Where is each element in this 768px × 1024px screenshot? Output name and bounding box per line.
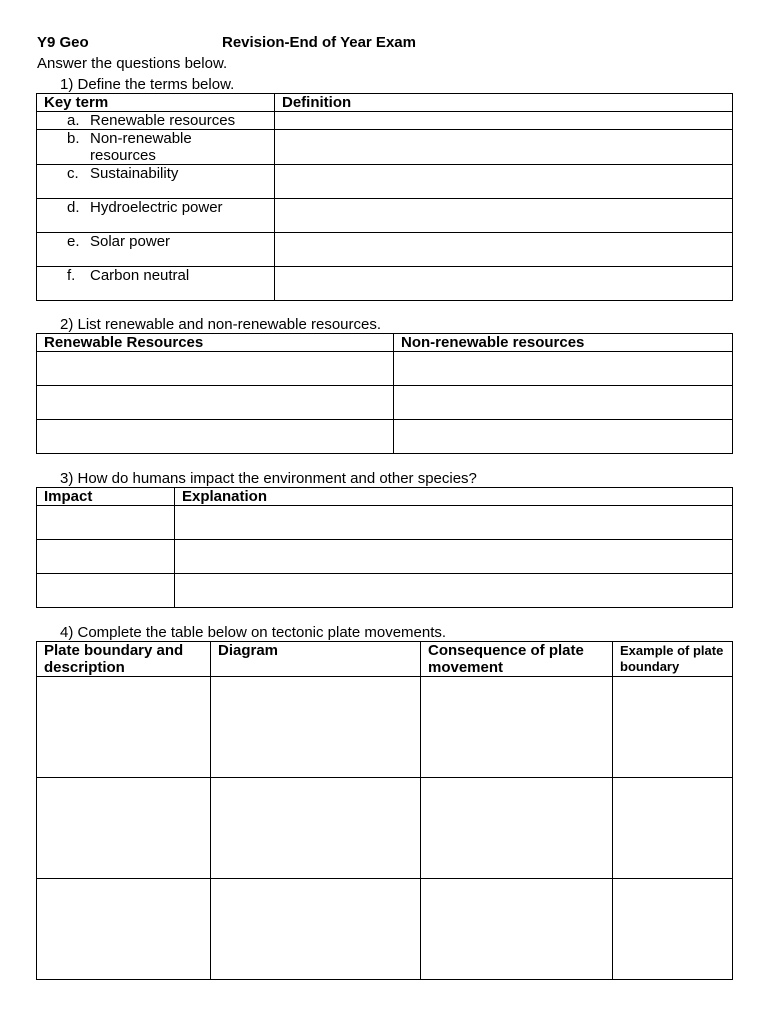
key-term-cell — [37, 233, 275, 267]
table-row — [37, 386, 733, 420]
key-term-cell — [37, 130, 275, 165]
non-renewable-answer-cell[interactable] — [394, 386, 733, 420]
table-row — [37, 420, 733, 454]
consequence-header: Consequence of plate movement — [421, 642, 613, 677]
subject-label: Y9 Geo — [37, 34, 89, 51]
table-row — [37, 267, 733, 301]
table-row — [37, 352, 733, 386]
renewable-answer-cell[interactable] — [37, 420, 394, 454]
consequence-answer-cell[interactable] — [421, 677, 613, 778]
diagram-answer-cell[interactable] — [211, 879, 421, 980]
definition-answer-cell[interactable] — [275, 267, 733, 301]
key-term-header: Key term — [37, 94, 275, 112]
impact-answer-cell[interactable] — [37, 540, 175, 574]
resources-table — [36, 333, 733, 454]
question-1-prompt: 1) Define the terms below. — [60, 76, 235, 93]
diagram-answer-cell[interactable] — [211, 778, 421, 879]
diagram-header: Diagram — [211, 642, 421, 677]
term-letter: f. — [67, 267, 76, 284]
definition-answer-cell[interactable] — [275, 165, 733, 199]
term-letter: e. — [67, 233, 80, 250]
question-2-prompt: 2) List renewable and non-renewable resources. — [60, 316, 382, 333]
table-row — [37, 677, 733, 778]
impact-answer-cell[interactable] — [37, 574, 175, 608]
term-text: Solar power — [90, 233, 171, 250]
table-row — [37, 574, 733, 608]
table-row — [37, 879, 733, 980]
table-row — [37, 778, 733, 879]
term-letter: a. — [67, 112, 80, 129]
term-letter: b. — [67, 130, 80, 147]
key-terms-table — [36, 93, 733, 301]
impact-table — [36, 487, 733, 608]
renewable-answer-cell[interactable] — [37, 352, 394, 386]
key-term-cell — [37, 112, 275, 130]
definition-answer-cell[interactable] — [275, 112, 733, 130]
non-renewable-header: Non-renewable resources — [394, 334, 733, 352]
plate-boundary-header: Plate boundary and description — [37, 642, 211, 677]
definition-answer-cell[interactable] — [275, 199, 733, 233]
table-row — [37, 199, 733, 233]
non-renewable-answer-cell[interactable] — [394, 352, 733, 386]
consequence-answer-cell[interactable] — [421, 778, 613, 879]
term-text: Carbon neutral — [90, 267, 190, 284]
key-term-cell — [37, 267, 275, 301]
key-term-cell — [37, 165, 275, 199]
key-term-cell — [37, 199, 275, 233]
renewable-header: Renewable Resources — [37, 334, 394, 352]
table-row — [37, 112, 733, 130]
definition-answer-cell[interactable] — [275, 233, 733, 267]
non-renewable-answer-cell[interactable] — [394, 420, 733, 454]
question-3-prompt: 3) How do humans impact the environment and other species? — [60, 470, 477, 487]
question-4-prompt: 4) Complete the table below on tectonic plate movements. — [60, 624, 447, 641]
example-answer-cell[interactable] — [613, 677, 733, 778]
consequence-answer-cell[interactable] — [421, 879, 613, 980]
term-text: Hydroelectric power — [90, 199, 223, 216]
explanation-answer-cell[interactable] — [175, 540, 733, 574]
term-text: Non-renewable resources — [90, 130, 192, 164]
table-row — [37, 540, 733, 574]
plate-boundary-answer-cell[interactable] — [37, 778, 211, 879]
table-row — [37, 130, 733, 165]
term-text: Renewable resources — [90, 112, 236, 129]
instructions-text: Answer the questions below. — [37, 55, 228, 72]
explanation-header: Explanation — [175, 488, 733, 506]
term-letter: c. — [67, 165, 79, 182]
explanation-answer-cell[interactable] — [175, 506, 733, 540]
plate-boundary-table — [36, 641, 733, 980]
table-row — [37, 233, 733, 267]
renewable-answer-cell[interactable] — [37, 386, 394, 420]
definition-header: Definition — [275, 94, 733, 112]
definition-answer-cell[interactable] — [275, 130, 733, 165]
explanation-answer-cell[interactable] — [175, 574, 733, 608]
impact-answer-cell[interactable] — [37, 506, 175, 540]
example-answer-cell[interactable] — [613, 778, 733, 879]
plate-boundary-answer-cell[interactable] — [37, 677, 211, 778]
example-header: Example of plate boundary — [613, 642, 733, 677]
term-text: Sustainability — [90, 165, 179, 182]
table-row — [37, 506, 733, 540]
table-row — [37, 165, 733, 199]
term-letter: d. — [67, 199, 80, 216]
plate-boundary-answer-cell[interactable] — [37, 879, 211, 980]
page-title: Revision-End of Year Exam — [222, 34, 416, 51]
diagram-answer-cell[interactable] — [211, 677, 421, 778]
impact-header: Impact — [37, 488, 175, 506]
example-answer-cell[interactable] — [613, 879, 733, 980]
